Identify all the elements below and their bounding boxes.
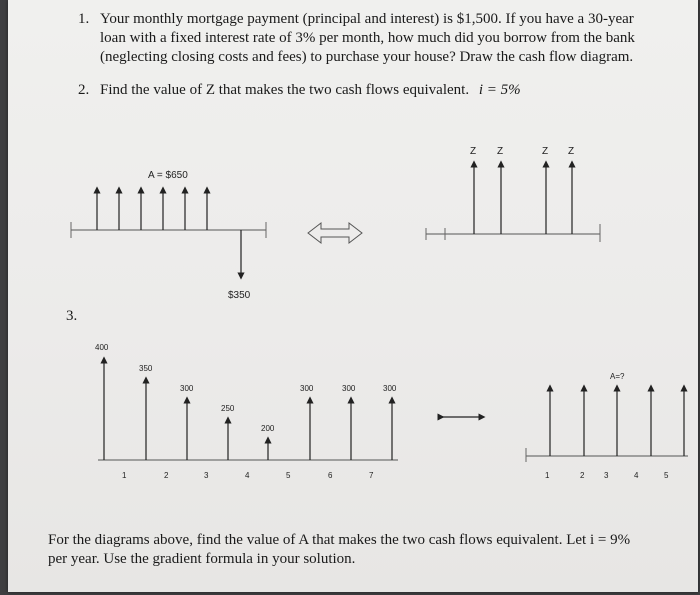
period-label: 1 — [122, 471, 127, 480]
period-label: 2 — [580, 471, 585, 480]
problem-2-right-diagram — [426, 146, 600, 242]
withdrawal-label: $350 — [228, 290, 251, 301]
z-label: Z — [568, 146, 575, 157]
annuity-label: A = $650 — [148, 170, 188, 181]
z-label: Z — [470, 146, 477, 157]
period-label: 1 — [545, 471, 550, 480]
problem-3-instructions — [48, 531, 630, 569]
problem-3-left-diagram — [95, 343, 398, 480]
problem-1-number: 1. — [78, 11, 90, 27]
cash-flow-diagrams — [8, 0, 698, 592]
problem-1-line: (neglecting closing costs and fees) to purchase your house? Draw the cash flow diagram. — [100, 49, 634, 65]
interest-rate: i = 5% — [478, 82, 521, 98]
problem-2-left-diagram — [71, 170, 266, 301]
problem-1-line: loan with a fixed interest rate of 3% per month, how much did you borrow from the bank — [100, 30, 635, 46]
a-label: A=? — [610, 372, 625, 381]
period-label: 4 — [634, 471, 639, 480]
problem-3-number: 3. — [66, 308, 78, 324]
period-label: 5 — [286, 471, 291, 480]
problem-2-text: Find the value of Z that makes the two cash flows equivalent. — [100, 82, 470, 98]
cash-value-label: 300 — [300, 384, 314, 393]
cash-value-label: 250 — [221, 404, 235, 413]
cash-value-label: 400 — [95, 343, 109, 352]
z-label: Z — [497, 146, 504, 157]
cash-value-label: 300 — [342, 384, 356, 393]
period-label: 2 — [164, 471, 169, 480]
cash-value-label: 300 — [383, 384, 397, 393]
period-label: 6 — [328, 471, 333, 480]
period-label: 4 — [245, 471, 250, 480]
equivalence-arrow-icon — [308, 223, 362, 243]
cash-value-label: 200 — [261, 424, 275, 433]
problem-1-line: Your monthly mortgage payment (principal and interest) is $1,500. If you have a 30-year — [100, 11, 634, 27]
instruction-line: For the diagrams above, find the value of A that makes the two cash flows equivalent. Let i = 9% — [48, 532, 631, 548]
annuity-arrows — [97, 190, 207, 230]
worksheet-page — [8, 0, 698, 592]
period-label: 3 — [604, 471, 609, 480]
instruction-line: per year. Use the gradient formula in your solution. — [48, 551, 356, 567]
problem-3-right-diagram — [526, 372, 688, 480]
period-label: 7 — [369, 471, 374, 480]
cash-value-label: 350 — [139, 364, 153, 373]
z-label: Z — [542, 146, 549, 157]
period-label: 3 — [204, 471, 209, 480]
problem-2-number: 2. — [78, 82, 90, 98]
cash-value-label: 300 — [180, 384, 194, 393]
period-label: 5 — [664, 471, 669, 480]
